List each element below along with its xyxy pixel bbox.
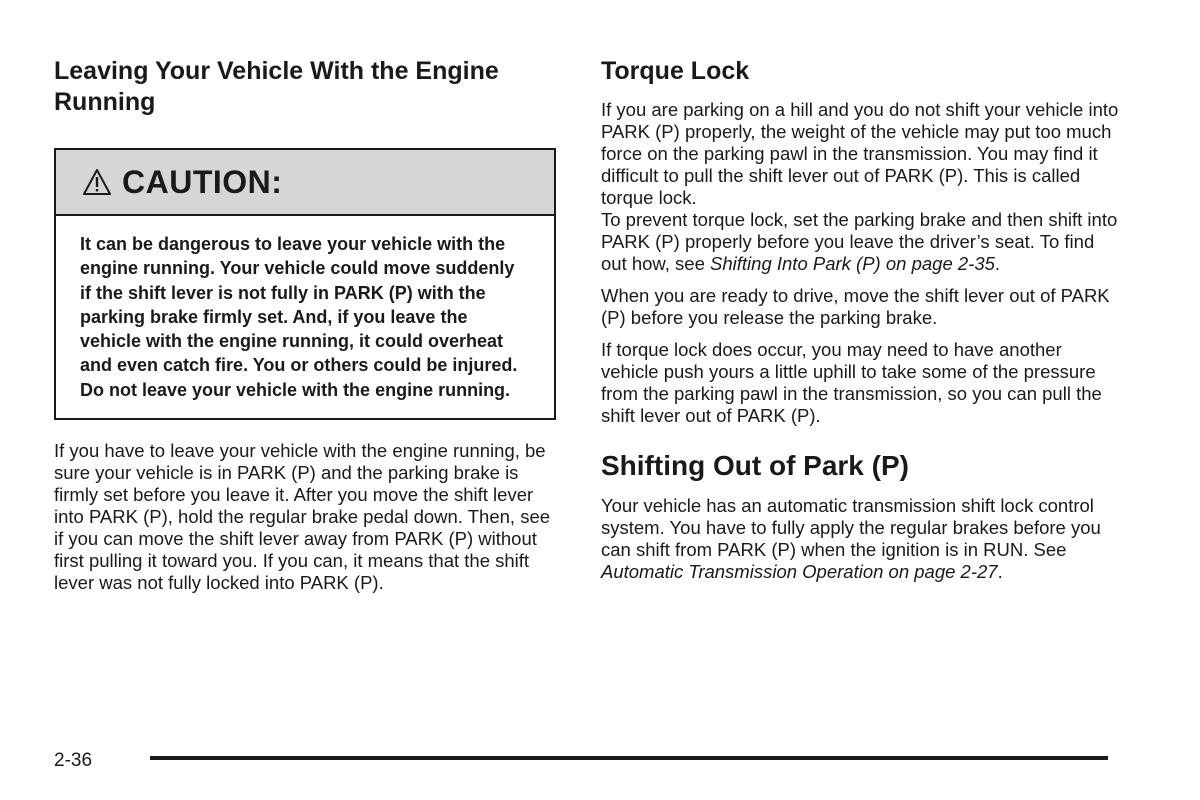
caution-header [56,150,554,216]
right-column [601,56,1121,583]
page-number: 2-36 [54,750,93,771]
torque-lock-p2-text: To prevent torque lock, set the parking brake and then shift into PARK (P) properly before you leave the driver’s seat. To find out how, see [601,209,1118,274]
section-heading-shifting-out-of-park: Shifting Out of Park (P) [601,450,909,481]
page-footer [54,748,1114,774]
shifting-out-text: Your vehicle has an automatic transmission shift lock control system. You have to fully apply the regular brakes before you can shift from PARK (P) when the ignition is in RUN. See [601,495,1101,560]
footer-rule [150,756,1108,760]
shifting-out-end: . [997,561,1003,582]
torque-lock-paragraph-4: If torque lock does occur, you may need to have another vehicle push yours a little uphill to take some of the pressure from the parking pawl in the transmission, so you can pull the shift lever out of PARK (P). [601,339,1102,426]
warning-triangle-icon [82,168,112,196]
torque-lock-paragraph-1: If you are parking on a hill and you do not shift your vehicle into PARK (P) properly, the weight of the vehicle may put too much force on the parking pawl in the transmission. You may find it difficult to pull the shift lever out of PARK (P). This is called torque lock. [601,99,1119,208]
section-heading-leaving-vehicle: Leaving Your Vehicle With the Engine Running [54,57,499,116]
caution-body [56,216,554,418]
caution-text: It can be dangerous to leave your vehicle with the engine running. Your vehicle could move suddenly if the shift lever is not fully in PARK (P) with the parking brake firmly set. And, if you leave the vehicle with the engine running, it could overheat and even catch fire. You or others could be injured. Do not leave your vehicle with the engine running. [80,234,518,400]
leaving-vehicle-paragraph: If you have to leave your vehicle with the engine running, be sure your vehicle is in PARK (P) and the parking brake is firmly set before you leave it. After you move the shift lever into PARK (P), hold the regular brake pedal down. Then, see if you can move the shift lever away from PARK (P) without first pulling it toward you. If you can, it means that the shift lever was not fully locked into PARK (P). [54,440,551,594]
shifting-out-paragraph [601,495,1121,583]
torque-lock-p2-end: . [994,253,1001,274]
automatic-transmission-reference: Automatic Transmission Operation on page 2-27 [601,561,998,582]
torque-lock-paragraph-3: When you are ready to drive, move the shift lever out of PARK (P) before you release the parking brake. [601,285,1110,328]
left-column [54,56,560,594]
section-heading-torque-lock: Torque Lock [601,57,750,85]
torque-lock-paragraph-2 [601,209,1121,275]
shifting-into-park-reference: Shifting Into Park (P) on page 2-35 [710,253,995,274]
caution-box [54,148,556,420]
caution-title: CAUTION: [122,163,283,200]
